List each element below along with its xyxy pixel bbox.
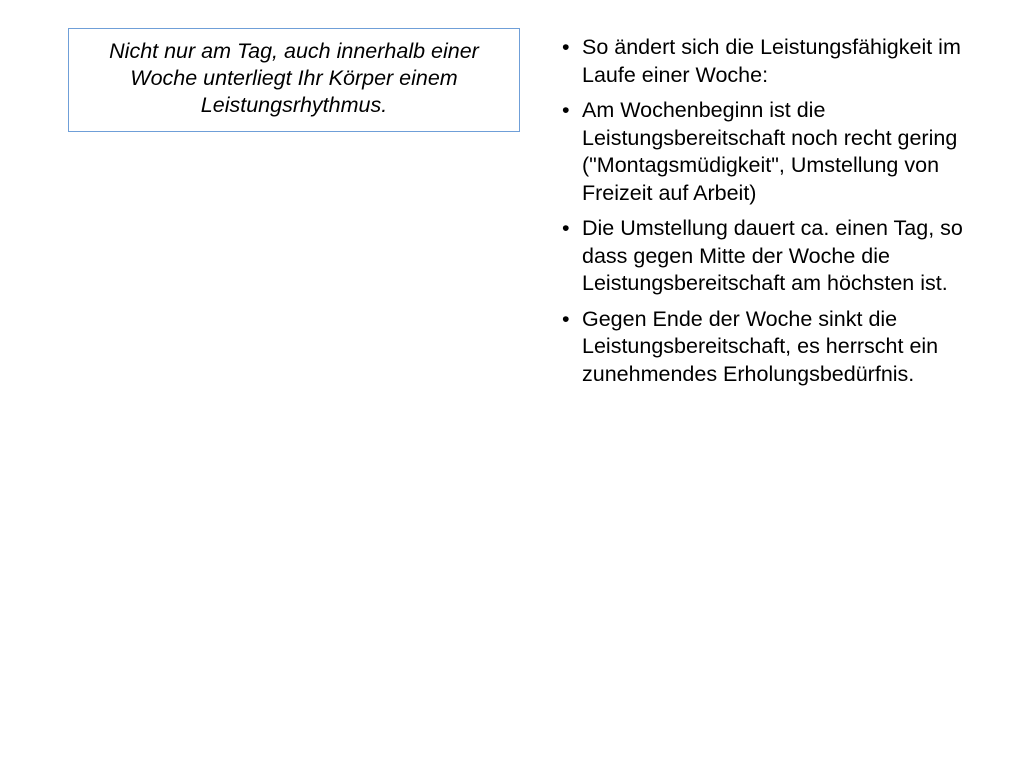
bullet-text: Gegen Ende der Woche sinkt die Leistungsbereitschaft, es herrscht ein zunehmendes Erholungsbedürfnis. [582,306,939,386]
bullet-item [562,97,992,207]
bullet-text: Am Wochenbeginn ist die Leistungsbereitschaft noch recht gering ("Montagsmüdigkeit", Umstellung von Freizeit auf Arbeit) [582,98,958,205]
bullet-marker: • [562,35,570,59]
bullet-item [562,306,992,389]
bullet-list [562,34,992,396]
bullet-text: So ändert sich die Leistungsfähigkeit im Laufe einer Woche: [582,35,961,87]
bullet-item [562,34,992,89]
bullet-marker: • [562,216,570,240]
bullet-marker: • [562,306,570,331]
bullet-text: Die Umstellung dauert ca. einen Tag, so dass gegen Mitte der Woche die Leistungsbereitschaft am höchsten ist. [582,216,963,295]
bullet-marker: • [562,98,570,122]
bullet-item [562,215,992,298]
callout-text: Nicht nur am Tag, auch innerhalb einer Woche unterliegt Ihr Körper einem Leistungsrhythmus. [109,38,479,117]
callout-box [68,28,520,132]
